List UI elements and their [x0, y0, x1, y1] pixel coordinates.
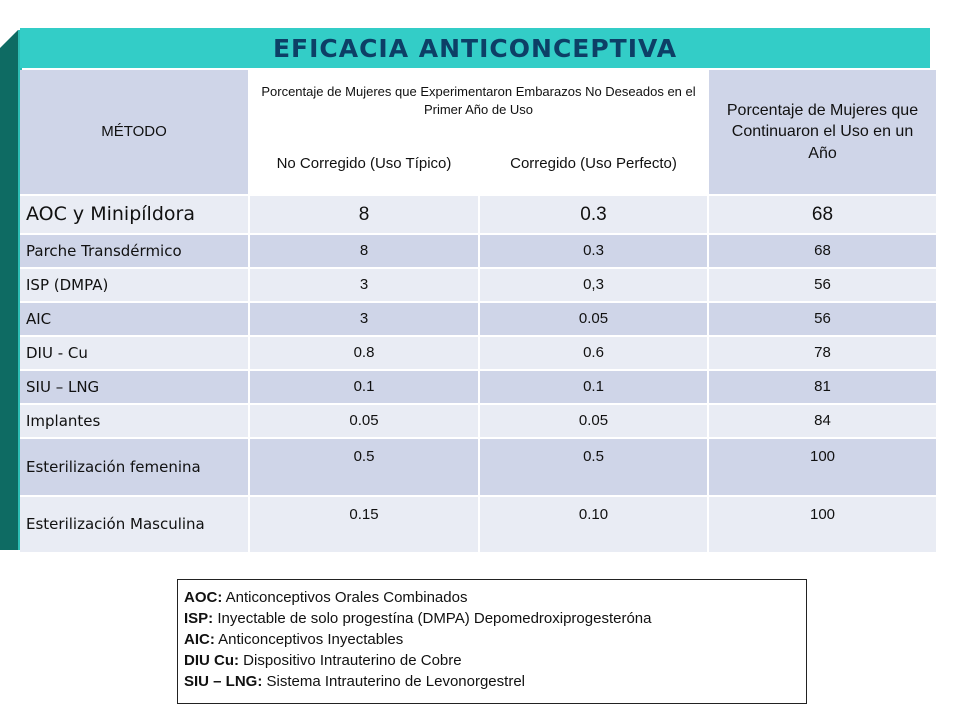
abbreviations-legend — [177, 579, 807, 704]
row-perfect: 0.5 — [480, 439, 707, 495]
row-typical: 0.15 — [250, 497, 478, 552]
row-typical: 3 — [250, 269, 478, 301]
legend-text: Inyectable de solo progestína (DMPA) Depomedroxiprogesteróna — [213, 610, 652, 627]
row-method: ISP (DMPA) — [20, 269, 248, 301]
legend-abbr: AIC: — [184, 631, 215, 648]
row-perfect: 0.6 — [480, 337, 707, 369]
row-continued: 78 — [709, 337, 936, 369]
row-method: Parche Transdérmico — [20, 235, 248, 267]
row-continued: 68 — [709, 196, 936, 233]
row-perfect: 0.3 — [480, 196, 707, 233]
efficacy-table — [20, 70, 930, 550]
header-continued: Porcentaje de Mujeres que Continuaron el Uso en un Año — [709, 70, 936, 194]
row-typical: 0.05 — [250, 405, 478, 437]
row-method: AOC y Minipíldora — [20, 196, 248, 233]
legend-item — [184, 629, 806, 650]
row-method: DIU - Cu — [20, 337, 248, 369]
legend-text: Dispositivo Intrauterino de Cobre — [239, 652, 462, 669]
row-continued: 100 — [709, 497, 936, 552]
legend-item — [184, 608, 806, 629]
header-corrected: Corregido (Uso Perfecto) — [480, 134, 707, 194]
legend-abbr: DIU Cu: — [184, 652, 239, 669]
row-perfect: 0.05 — [480, 303, 707, 335]
row-continued: 84 — [709, 405, 936, 437]
row-continued: 68 — [709, 235, 936, 267]
row-typical: 0.1 — [250, 371, 478, 403]
row-perfect: 0.3 — [480, 235, 707, 267]
row-method: Esterilización Masculina — [20, 497, 248, 552]
page-title: EFICACIA ANTICONCEPTIVA — [20, 28, 930, 68]
row-perfect: 0.10 — [480, 497, 707, 552]
row-method: AIC — [20, 303, 248, 335]
row-method: SIU – LNG — [20, 371, 248, 403]
row-method: Esterilización femenina — [20, 439, 248, 495]
row-continued: 56 — [709, 303, 936, 335]
row-continued: 56 — [709, 269, 936, 301]
row-continued: 81 — [709, 371, 936, 403]
row-typical: 0.8 — [250, 337, 478, 369]
row-continued: 100 — [709, 439, 936, 495]
row-typical: 0.5 — [250, 439, 478, 495]
legend-text: Sistema Intrauterino de Levonorgestrel — [262, 673, 525, 690]
row-perfect: 0.05 — [480, 405, 707, 437]
row-typical: 8 — [250, 196, 478, 233]
legend-abbr: AOC: — [184, 589, 223, 606]
legend-abbr: SIU – LNG: — [184, 673, 263, 690]
legend-item — [184, 650, 806, 671]
legend-text: Anticonceptivos Inyectables — [214, 631, 404, 648]
header-pregnancy-group: Porcentaje de Mujeres que Experimentaron Embarazos No Deseados en el Primer Año de Uso — [250, 70, 707, 132]
row-typical: 3 — [250, 303, 478, 335]
header-method: MÉTODO — [20, 70, 248, 194]
row-method: Implantes — [20, 405, 248, 437]
decorative-wedge — [0, 30, 18, 48]
legend-item — [184, 671, 806, 692]
legend-item — [184, 587, 806, 608]
legend-abbr: ISP: — [184, 610, 214, 627]
row-perfect: 0,3 — [480, 269, 707, 301]
legend-text: Anticonceptivos Orales Combinados — [222, 589, 468, 606]
decorative-side-bar — [0, 30, 18, 550]
row-perfect: 0.1 — [480, 371, 707, 403]
header-uncorrected: No Corregido (Uso Típico) — [250, 134, 478, 194]
row-typical: 8 — [250, 235, 478, 267]
